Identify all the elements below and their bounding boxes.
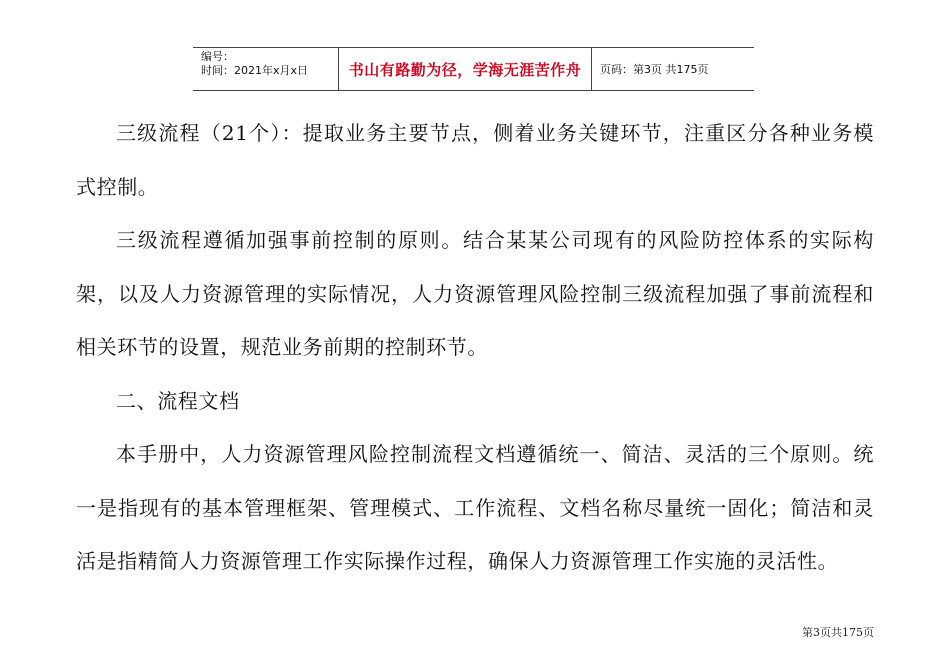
paragraph-prior-control: 三级流程遵循加强事前控制的原则。结合某某公司现有的风险防控体系的实际构架，以及人力资源管理的实际情况，人力资源管理风险控制三级流程加强了事前流程和相关环节的设置，规范业务前期的控制环节。 — [76, 228, 874, 359]
paragraph-doc-principles: 本手册中，人力资源管理风险控制流程文档遵循统一、简洁、灵活的三个原则。统一是指现有的基本管理框架、管理模式、工作流程、文档名称尽量统一固化；简洁和灵活是指精简人力资源管理工作实际操作过程，确保人力资源管理工作实施的灵活性。 — [76, 442, 874, 573]
document-body — [76, 107, 874, 589]
paragraph-level3-process: 三级流程（21个）：提取业务主要节点，侧着业务关键环节，注重区分各种业务模式控制。 — [76, 121, 874, 199]
time-label: 时间：2021年x月x日 — [201, 64, 309, 77]
header-page-code: 页码：第3页 共175页 — [600, 63, 709, 76]
section-heading-process-docs: 二、流程文档 — [116, 388, 240, 413]
header-motto: 书山有路勤为径，学海无涯苦作舟 — [338, 48, 592, 90]
page-footer: 第3页共175页 — [802, 626, 874, 639]
header-meta — [193, 48, 338, 90]
number-label: 编号： — [201, 50, 234, 63]
document-header — [193, 47, 754, 91]
